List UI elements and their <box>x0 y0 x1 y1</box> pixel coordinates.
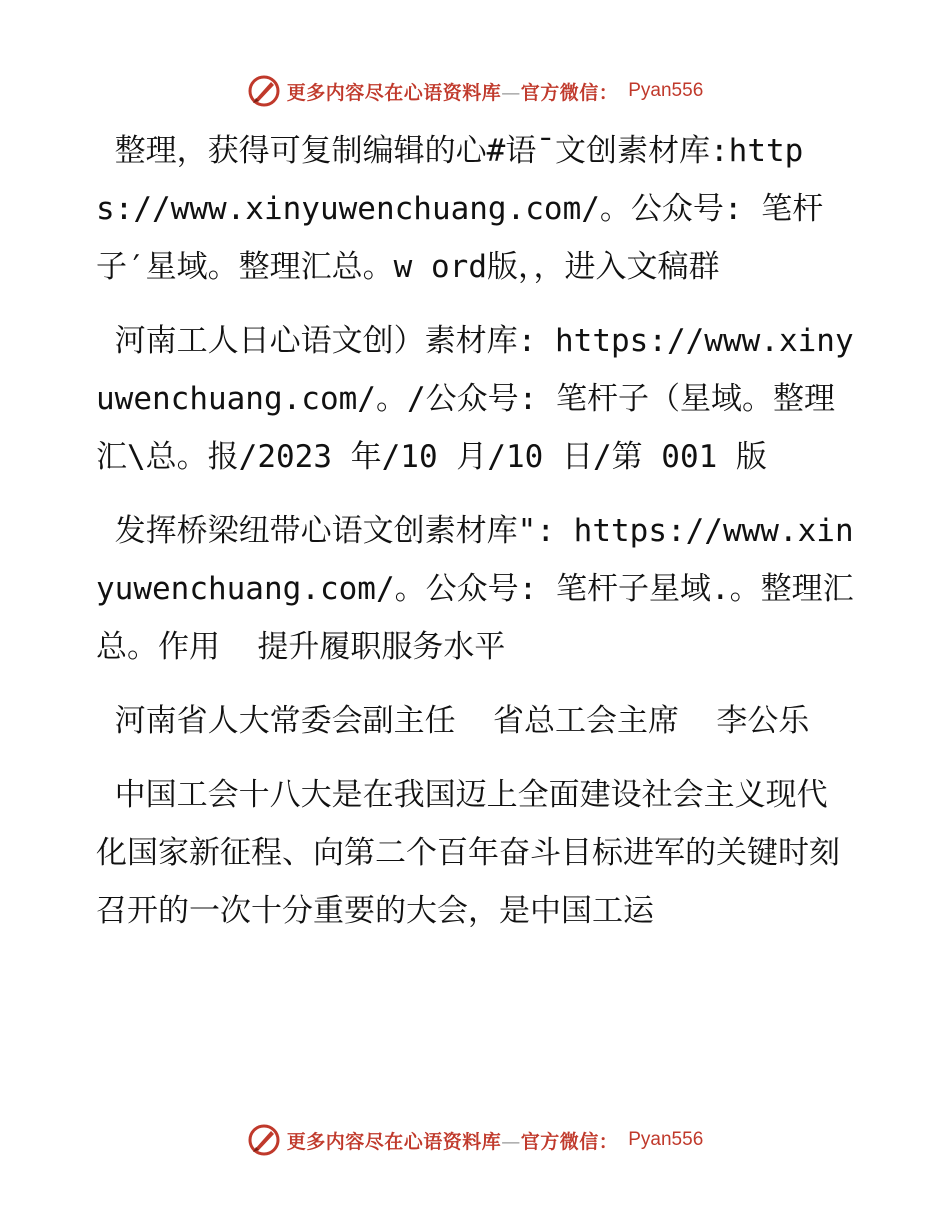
header-banner-text <box>287 78 619 105</box>
paragraph-3: 发挥桥梁纽带心语文创素材库": https://www.xinyuwenchuang.com/。公众号: 笔杆子星域.。整理汇总。作用 提升履职服务水平 <box>96 513 854 665</box>
brush-logo-icon <box>247 1123 281 1157</box>
paragraph-2: 河南工人日心语文创）素材库: https://www.xinyuwenchuang.com/。/公众号: 笔杆子（星域。整理汇\总。报/2023 年/10 月/10 日/第 001 版 <box>96 323 854 475</box>
header-banner-wechat-label: 官方微信： <box>520 81 619 104</box>
header-watermark-banner <box>0 71 950 111</box>
brush-logo-icon <box>247 74 281 108</box>
footer-banner-separator: — <box>501 1130 521 1153</box>
footer-watermark-banner <box>0 1120 950 1160</box>
footer-banner-text <box>287 1127 619 1154</box>
header-banner-wechat-id: Pyan556 <box>628 80 704 101</box>
header-banner-title: 更多内容尽在心语资料库 <box>286 81 502 104</box>
footer-banner-wechat-id: Pyan556 <box>628 1129 704 1150</box>
paragraph-1: 整理，获得可复制编辑的心#语¯文创素材库:https://www.xinyuwenchuang.com/。公众号: 笔杆子′星域。整理汇总。w ord版，，进入文稿群 <box>96 133 824 285</box>
document-body <box>96 122 856 956</box>
paragraph-5: 中国工会十八大是在我国迈上全面建设社会主义现代化国家新征程、向第二个百年奋斗目标进军的关键时刻召开的一次十分重要的大会，是中国工运 <box>96 777 840 929</box>
header-banner-separator: — <box>501 81 521 104</box>
paragraph-4: 河南省人大常委会副主任 省总工会主席 李公乐 <box>96 703 810 739</box>
footer-banner-title: 更多内容尽在心语资料库 <box>286 1130 502 1153</box>
footer-banner-wechat-label: 官方微信： <box>520 1130 619 1153</box>
